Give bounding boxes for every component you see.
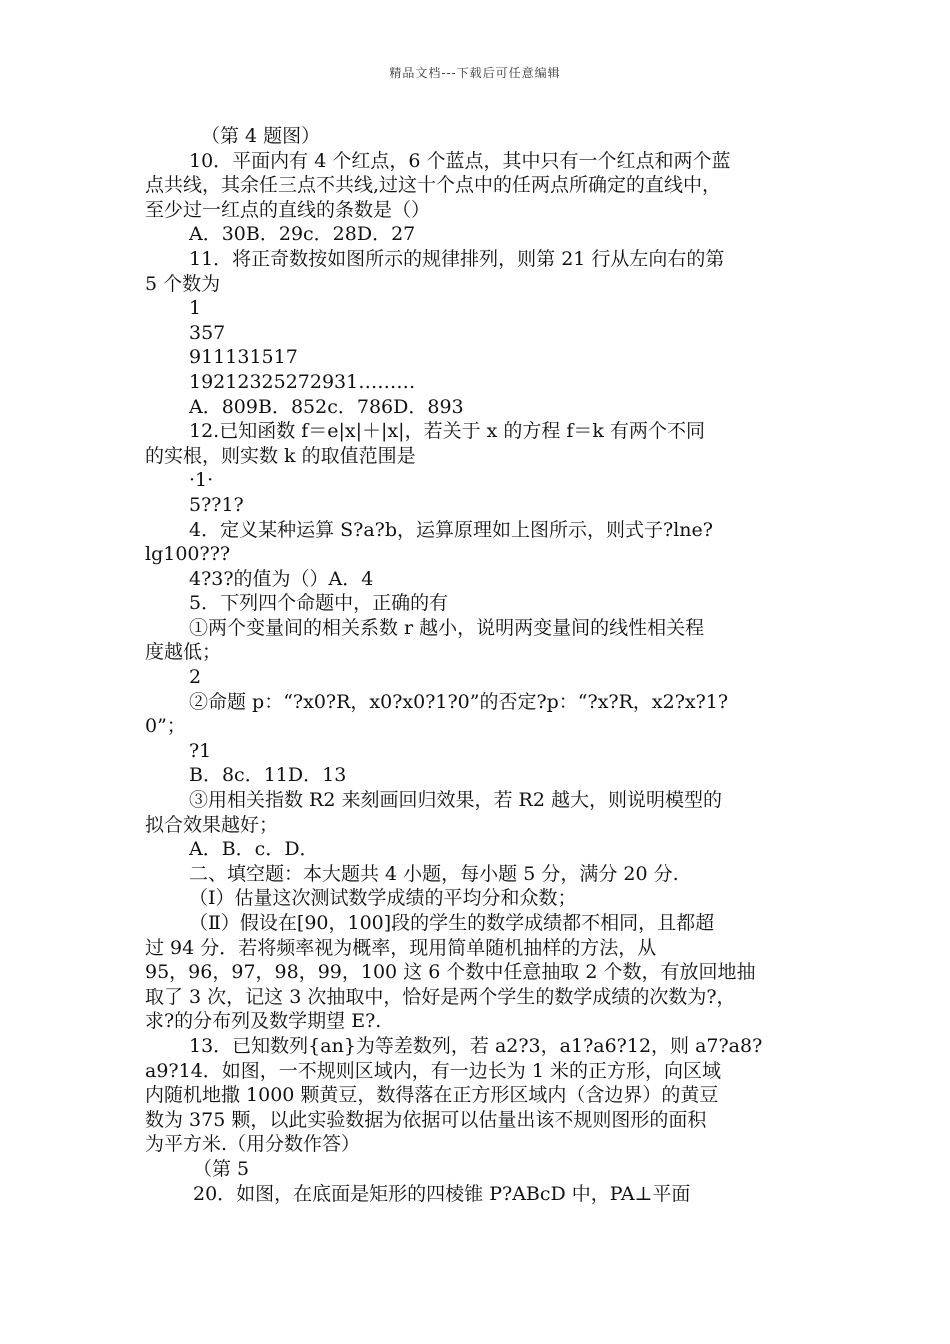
text-line: （第 5	[193, 1157, 250, 1180]
text-line: 4?3?的值为（）A．4	[189, 567, 374, 590]
text-line: 内随机地撒 1000 颗黄豆，数得落在正方形区域内（含边界）的黄豆	[145, 1084, 719, 1107]
text-line: 11．将正奇数按如图所示的规律排列，则第 21 行从左向右的第	[189, 247, 725, 270]
text-line: 拟合效果越好；	[145, 813, 279, 836]
text-line: A．30B．29c．28D．27	[189, 223, 416, 246]
text-line: 95，96，97，98，99，100 这 6 个数中任意抽取 2 个数，有放回地抽	[145, 961, 756, 984]
text-line: 911131517	[189, 346, 298, 369]
text-line: 20．如图，在底面是矩形的四棱锥 P?ABcD 中，PA⊥平面	[193, 1182, 691, 1205]
text-line: 4．定义某种运算 S?a?b，运算原理如上图所示，则式子?lne?	[189, 518, 713, 541]
text-line: 0”；	[145, 715, 186, 738]
text-line: B．8c．11D．13	[189, 764, 347, 787]
text-line: A．B．c．D．	[189, 838, 319, 861]
text-line: 13．已知数列{an}为等差数列，若 a2?3，a1?a6?12，则 a7?a8?	[189, 1034, 763, 1057]
text-line: 1	[189, 297, 202, 320]
text-line: （Ⅱ）假设在[90，100]段的学生的数学成绩都不相同，且都超	[189, 912, 715, 934]
text-line: 5??1?	[189, 493, 244, 516]
text-line: 求?的分布列及数学期望 E?.	[145, 1010, 382, 1033]
text-line: 12.已知函数 f＝e|x|＋|x|，若关于 x 的方程 f＝k 有两个不同	[189, 420, 705, 443]
text-line: （Ⅰ）估量这次测试数学成绩的平均分和众数；	[189, 887, 577, 910]
text-line: ②命题 p：“?x0?R，x0?x0?1?0”的否定?p：“?x?R，x2?x?1?	[189, 690, 729, 713]
text-line: A．809B．852c．786D．893	[189, 395, 464, 418]
text-line: 5 个数为	[145, 272, 221, 295]
text-line: 5．下列四个命题中，正确的有	[189, 592, 449, 615]
text-line: 2	[189, 666, 202, 689]
text-line: 为平方米.（用分数作答）	[145, 1133, 361, 1156]
text-line: （第 4 题图）	[201, 125, 321, 147]
text-line: 取了 3 次，记这 3 次抽取中，恰好是两个学生的数学成绩的次数为?，	[145, 985, 736, 1008]
text-line: 过 94 分．若将频率视为概率，现用简单随机抽样的方法，从	[145, 936, 657, 959]
page-header: 精品文档---下载后可任意编辑	[389, 66, 561, 80]
text-line: ①两个变量间的相关系数 r 越小，说明两变量间的线性相关程	[189, 616, 705, 639]
text-line: a9?14．如图，一不规则区域内，有一边长为 1 米的正方形，向区域	[145, 1059, 721, 1082]
text-line: 357	[189, 321, 226, 344]
text-line: ③用相关指数 R2 来刻画回归效果，若 R2 越大，则说明模型的	[189, 789, 722, 812]
text-line: 点共线，其余任三点不共线,过这十个点中的任两点所确定的直线中，	[145, 174, 722, 197]
text-line: ?1	[189, 739, 212, 762]
text-line: 10．平面内有 4 个红点，6 个蓝点，其中只有一个红点和两个蓝	[189, 149, 731, 172]
text-line: 度越低；	[145, 641, 222, 664]
text-line: 至少过一红点的直线的条数是（）	[145, 198, 431, 221]
text-line: 二、填空题：本大题共 4 小题，每小题 5 分，满分 20 分.	[189, 862, 679, 885]
text-line: lg100???	[145, 543, 231, 566]
text-line: ·1·	[189, 469, 214, 492]
text-line: 的实根，则实数 k 的取值范围是	[145, 444, 416, 467]
text-line: 19212325272931………	[189, 370, 416, 393]
document-body	[145, 124, 810, 1206]
text-line: 数为 375 颗，以此实验数据为依据可以估量出该不规则图形的面积	[145, 1108, 707, 1131]
